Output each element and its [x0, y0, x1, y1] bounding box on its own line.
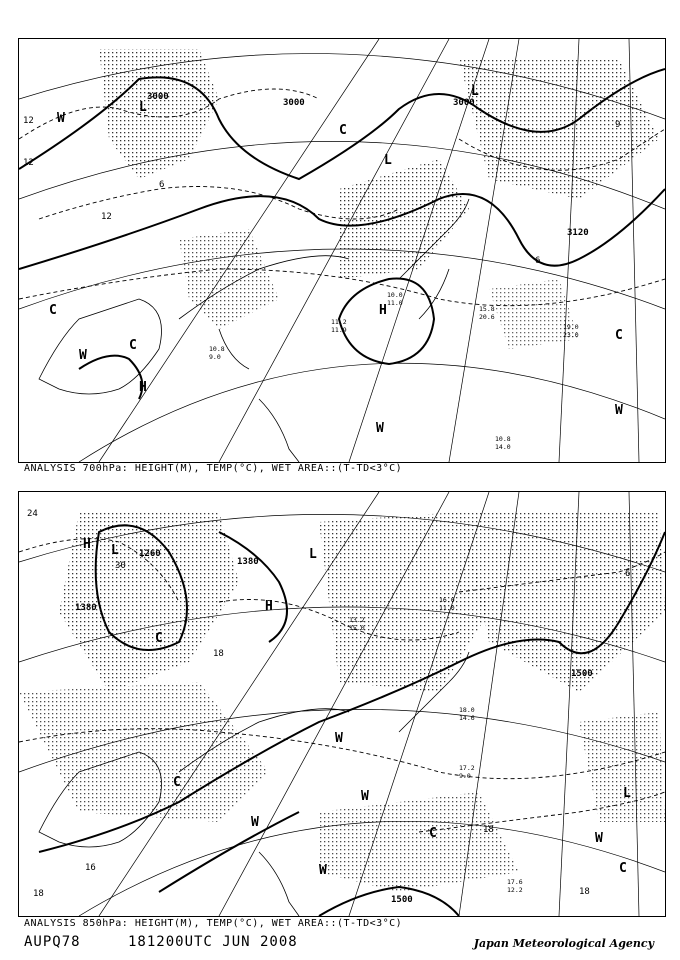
valid-time: 181200UTC JUN 2008 — [128, 934, 298, 950]
station-value: 15.0 — [349, 624, 365, 632]
low-center: L — [384, 153, 392, 168]
isotherm-label: 6 — [159, 180, 165, 190]
height-label: 1380 — [75, 603, 97, 613]
cold-center: C — [429, 826, 437, 841]
wet-area — [579, 712, 665, 822]
cold-center: C — [173, 775, 181, 790]
station-value: 18.0 — [459, 706, 475, 714]
height-label: 3000 — [453, 98, 475, 108]
station-value: 11.0 — [439, 604, 455, 612]
wet-area — [339, 159, 469, 279]
wet-area — [459, 512, 665, 692]
wet-area — [319, 792, 519, 892]
station-value: 10.8 — [209, 345, 225, 353]
cold-center: C — [129, 338, 137, 353]
warm-center: W — [57, 111, 65, 126]
isotherm-label: 18 — [483, 825, 494, 835]
warm-center: W — [251, 815, 259, 830]
station-value: 14.0 — [495, 443, 511, 451]
station-value: 11.9 — [331, 326, 347, 334]
map-700hpa-canvas — [19, 39, 665, 462]
high-center: H — [139, 380, 147, 395]
map-850hpa-canvas — [19, 492, 665, 916]
height-label: 1500 — [571, 669, 593, 679]
wet-area — [179, 229, 279, 329]
station-value: 11.2 — [331, 318, 347, 326]
map-850hpa — [18, 491, 666, 917]
height-label: 3000 — [147, 92, 169, 102]
chart-id: AUPQ78 — [24, 934, 81, 950]
isotherm-label: 6 — [625, 569, 631, 579]
cold-center: C — [339, 123, 347, 138]
warm-center: W — [79, 348, 87, 363]
warm-center: W — [376, 421, 384, 436]
warm-center: W — [319, 863, 327, 878]
cold-center: C — [615, 328, 623, 343]
station-value: 20.6 — [479, 313, 495, 321]
isotherm-label: 12 — [23, 116, 34, 126]
isotherm-label: 30 — [115, 561, 126, 571]
warm-center: W — [335, 731, 343, 746]
low-center: L — [471, 84, 479, 99]
station-value: 11.0 — [387, 299, 403, 307]
agency-name: Japan Meteorological Agency — [473, 937, 654, 950]
isotherm-label: 24 — [27, 509, 38, 519]
height-label: 3120 — [567, 228, 589, 238]
station-value: 17.2 — [459, 764, 475, 772]
station-value: 13.2 — [349, 616, 365, 624]
low-center: L — [139, 100, 147, 115]
caption-850hpa: ANALYSIS 850hPa: HEIGHT(M), TEMP(°C), WET AREA::(T-TD<3°C) — [24, 918, 403, 929]
warm-center: W — [361, 789, 369, 804]
height-label: 3000 — [283, 98, 305, 108]
low-center: L — [309, 547, 317, 562]
isotherm-label: 12 — [101, 212, 112, 222]
station-value: 10.0 — [387, 291, 403, 299]
cold-center: C — [49, 303, 57, 318]
caption-700hpa: ANALYSIS 700hPa: HEIGHT(M), TEMP(°C), WET AREA::(T-TD<3°C) — [24, 463, 403, 474]
wet-area — [319, 512, 489, 692]
height-label: 1260 — [139, 549, 161, 559]
isotherm-label: 18 — [213, 649, 224, 659]
station-value: 16.0 — [439, 596, 455, 604]
map-700hpa — [18, 38, 666, 463]
height-label: 1500 — [391, 895, 413, 905]
isotherm-label: 6 — [535, 256, 541, 266]
station-value: 19.0 — [563, 323, 579, 331]
low-center: L — [111, 543, 119, 558]
station-value: 10.8 — [495, 435, 511, 443]
high-center: H — [265, 599, 273, 614]
height-label: 1380 — [237, 557, 259, 567]
station-value: 15.8 — [479, 305, 495, 313]
warm-center: W — [615, 403, 623, 418]
isotherm-label: 12 — [23, 158, 34, 168]
high-center: H — [83, 537, 91, 552]
station-value: 23.0 — [563, 331, 579, 339]
isotherm-label: 16 — [85, 863, 96, 873]
station-value: 9.0 — [459, 772, 471, 780]
warm-center: W — [595, 831, 603, 846]
cold-center: C — [619, 861, 627, 876]
isotherm-label: 9 — [615, 120, 621, 130]
station-value: 14.6 — [459, 714, 475, 722]
low-center: L — [623, 786, 631, 801]
isotherm-label: 18 — [579, 887, 590, 897]
cold-center: C — [155, 631, 163, 646]
station-value: 9.0 — [209, 353, 221, 361]
station-value: 17.6 — [507, 878, 523, 886]
isotherm-label: 18 — [33, 889, 44, 899]
high-center: H — [379, 303, 387, 318]
station-value: 12.2 — [507, 886, 523, 894]
